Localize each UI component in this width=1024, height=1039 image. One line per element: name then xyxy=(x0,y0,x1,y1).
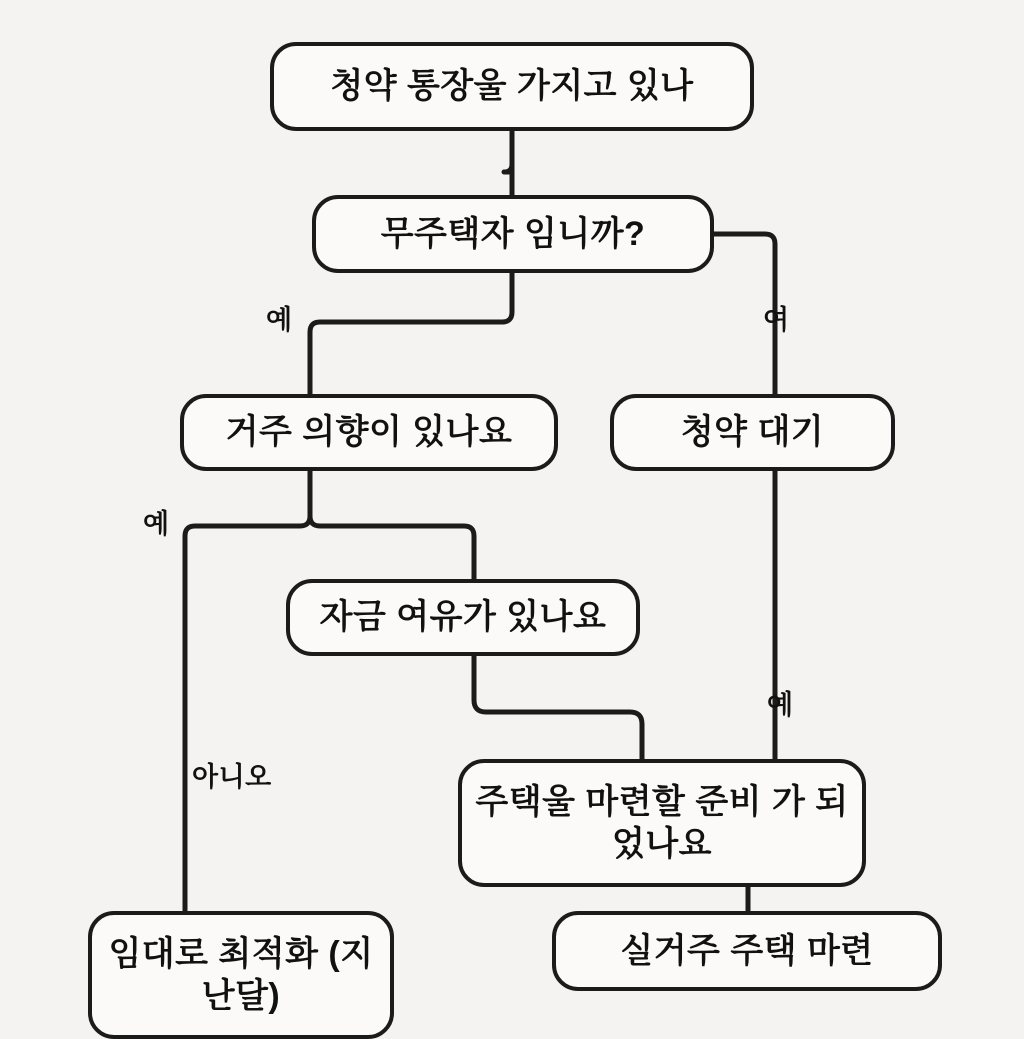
edge-label-no-reside xyxy=(192,755,272,794)
edge-n2-yes-n3 xyxy=(310,272,512,395)
node-label: 청약 대기 xyxy=(680,413,825,452)
node-label: 실거주 주택 마련 xyxy=(620,931,874,970)
edge-n3-n5 xyxy=(310,470,474,580)
edge-label-text: 여 xyxy=(763,305,790,335)
node-ready-to-buy-home[interactable] xyxy=(458,759,866,887)
edge-label-text: 예 xyxy=(266,305,293,335)
node-label: 거주 의향이 있나요 xyxy=(225,413,513,452)
edge-label-text: 예 xyxy=(143,509,170,539)
node-label: 주택울 마련할 준비 가 되었나요 xyxy=(475,782,849,863)
edge-label-yes-reside xyxy=(143,502,170,541)
edge-n3-no-n7 xyxy=(185,470,310,912)
edge-label-yes-homeless xyxy=(266,298,293,337)
edge-n5-n6 xyxy=(474,655,642,760)
node-is-homeless[interactable] xyxy=(312,195,714,273)
node-have-funds[interactable] xyxy=(286,579,640,656)
edge-label-yes-wait xyxy=(767,683,794,722)
edge-label-text: 예 xyxy=(767,690,794,720)
node-subscription-wait[interactable] xyxy=(610,394,895,471)
node-label: 임대로 최적화 (지난달) xyxy=(108,934,374,1015)
node-intent-to-reside[interactable] xyxy=(180,394,558,471)
edge-label-text: 아니오 xyxy=(192,762,272,792)
node-label: 무주택자 임니까? xyxy=(380,214,646,253)
node-acquire-residence[interactable] xyxy=(552,911,942,991)
node-label: 청약 통장울 가지고 있나 xyxy=(330,67,694,106)
node-label: 자금 여유가 있나요 xyxy=(319,598,607,637)
node-has-subscription-account[interactable] xyxy=(270,42,754,131)
node-rent-optimization[interactable] xyxy=(88,911,394,1039)
edge-label-no-homeless xyxy=(763,298,790,337)
